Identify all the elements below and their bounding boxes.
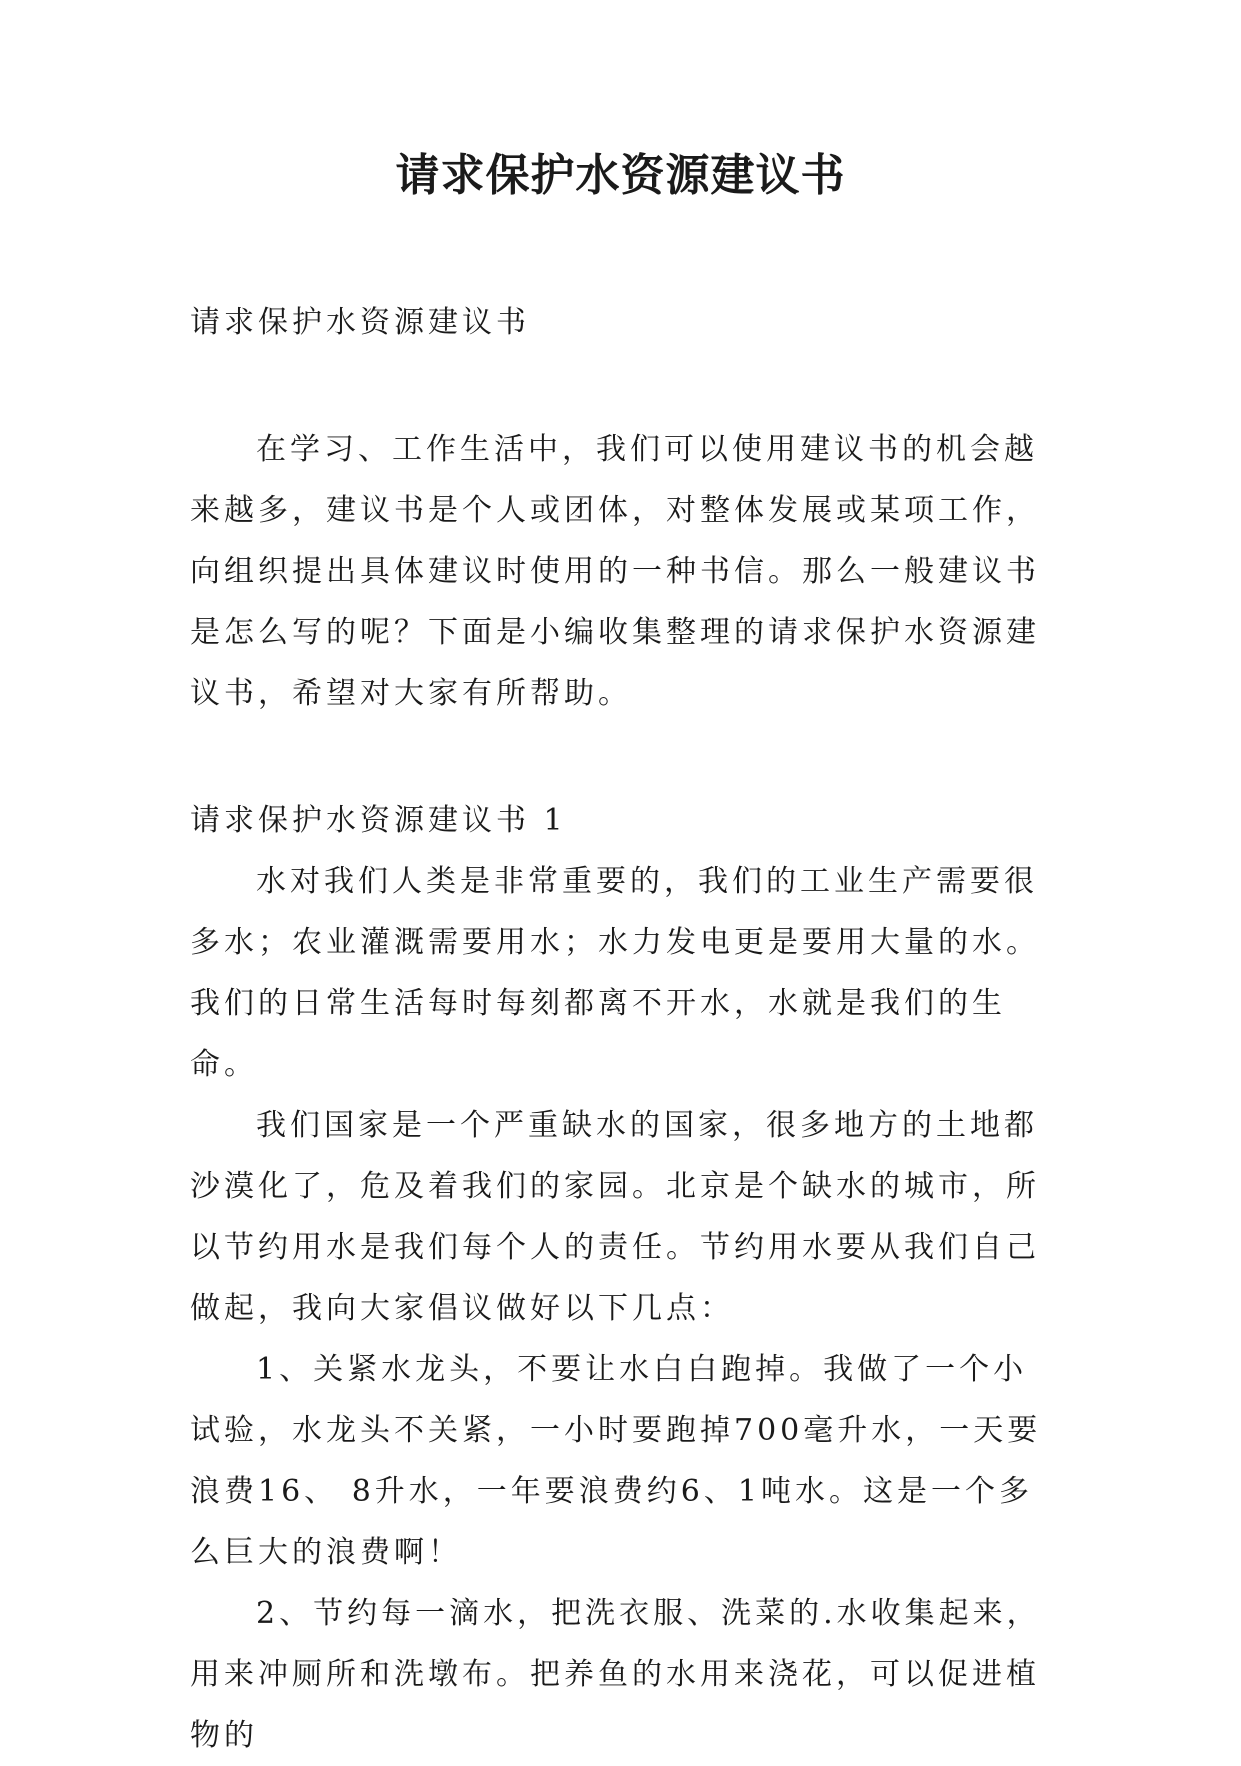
document-title: 请求保护水资源建议书: [395, 150, 846, 201]
intro-paragraph: 在学习、工作生活中，我们可以使用建议书的机会越来越多，建议书是个人或团体，对整体发展或某项工作，向组织提出具体建议时使用的一种书信。那么一般建议书是怎么写的呢？下面是小编收集整理的请求保护水资源建议书，希望对大家有所帮助。: [190, 432, 1040, 711]
spacer: [190, 724, 1050, 790]
document-subtitle: 请求保护水资源建议书: [190, 305, 530, 340]
body-paragraph: 我们国家是一个严重缺水的国家，很多地方的土地都沙漠化了，危及着我们的家园。北京是个缺水的城市，所以节约用水是我们每个人的责任。节约用水要从我们自己做起，我向大家倡议做好以下几点：: [190, 1108, 1040, 1326]
spacer: [190, 353, 1050, 419]
document-body: [190, 292, 1050, 1766]
body-paragraph: 2、节约每一滴水，把洗衣服、洗菜的.水收集起来，用来冲厕所和洗墩布。把养鱼的水用来浇花，可以促进植物的: [190, 1596, 1041, 1753]
body-paragraph: 1、关紧水龙头，不要让水白白跑掉。我做了一个小试验，水龙头不关紧，一小时要跑掉700毫升水，一天要浪费16、 8升水，一年要浪费约6、1吨水。这是一个多么巨大的浪费啊！: [190, 1352, 1042, 1570]
section-title: 请求保护水资源建议书 1: [190, 803, 567, 838]
body-paragraph: 水对我们人类是非常重要的，我们的工业生产需要很多水；农业灌溉需要用水；水力发电更是要用大量的水。我们的日常生活每时每刻都离不开水，水就是我们的生命。: [190, 864, 1040, 1082]
